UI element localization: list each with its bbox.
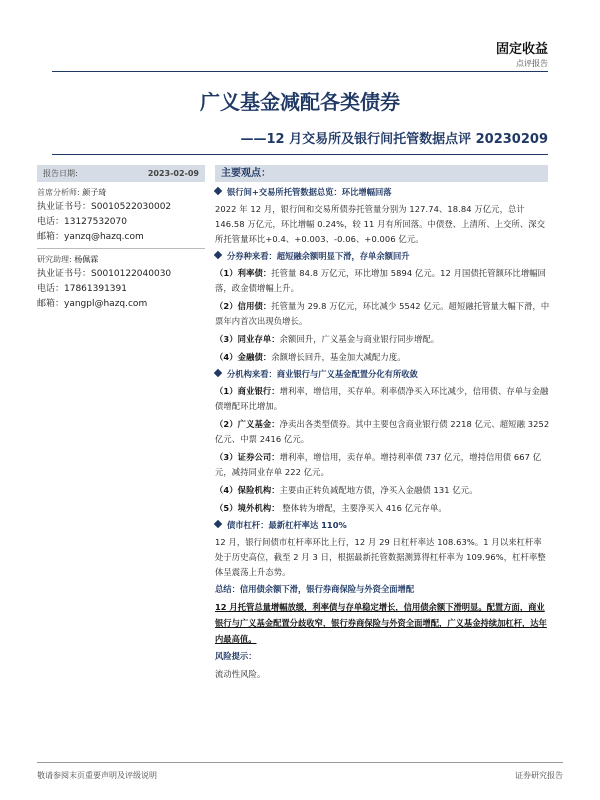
analyst-email[interactable]: 邮箱：yanzq@hazq.com <box>37 232 144 242</box>
list-item: （1）利率债：托管量 84.8 万亿元，环比增加 5894 亿元。12 月国债托管额环比增幅回落，政金债增幅上升。 <box>215 268 547 293</box>
section-leverage-body: 12 月，银行间债市杠杆率环比上行，12 月 29 日杠杆率达 108.63%。1 月以来杠杆率处于历史高位，截至 2 月 3 日，根据最新托管数据测算得杠杆率为 109.96%，杠杆率整体呈震荡上升态势。 <box>215 537 546 577</box>
analyst-cert: 执业证书号：S0010522030002 <box>37 202 172 212</box>
assistant-phone: 电话：17861391391 <box>37 284 127 294</box>
list-item: （2）广义基金：净卖出各类型债券。其中主要包含商业银行债 2218 亿元、超短融 3252 亿元、中票 2416 亿元。 <box>215 419 550 444</box>
list-item: （3）证券公司：增利率，增信用，卖存单。增持利率债 737 亿元，增持信用债 667 亿元，减持同业存单 222 亿元。 <box>215 452 542 477</box>
section-leverage-title <box>215 518 550 532</box>
section-by-type-title <box>215 249 550 263</box>
assistant-role <box>37 252 205 267</box>
report-subcategory: 点评报告 <box>516 59 548 68</box>
key-points <box>215 185 550 684</box>
section-overview-title <box>215 185 550 199</box>
footer-report-type: 证券研究报告 <box>515 771 563 780</box>
diamond-bullet-icon <box>214 369 222 377</box>
assistant-role-label: 研究助理: <box>37 255 72 264</box>
list-item: （4）金融债：余额增长回升，基金加大减配力度。 <box>215 352 406 362</box>
summary-title: 总结：信用债余额下滑，银行券商保险与外资全面增配 <box>215 584 415 594</box>
section-overview-text: 银行间+交易所托管数据总览：环比增幅回落 <box>227 187 392 197</box>
list-item: （2）信用债：托管量为 29.8 万亿元，环比减少 5542 亿元。超短融托管量大幅下滑，中票年内首次出现负增长。 <box>215 301 550 326</box>
assistant-email[interactable]: 邮箱：yangpl@hazq.com <box>37 299 148 309</box>
diamond-bullet-icon <box>214 187 222 195</box>
list-item: （3）同业存单：余额回升，广义基金与商业银行同步增配。 <box>215 334 440 344</box>
risk-label: 风险提示： <box>215 651 257 661</box>
section-overview-body: 2022 年 12 月，银行间和交易所债券托管量分别为 127.74、18.84 万亿元，总计 146.58 万亿元，环比增幅 0.24%，较 11 月有所回落。中债登、上清所、上交所、深交所托管量环比+0.4、+0.003、-0.06、+0.006 亿元。 <box>215 204 546 244</box>
header-divider <box>52 71 548 72</box>
report-category: 固定收益 <box>495 42 548 57</box>
footer-divider <box>37 762 563 763</box>
analyst-role <box>37 185 205 200</box>
report-date-bar <box>37 165 205 182</box>
diamond-bullet-icon <box>214 251 222 259</box>
risk-text: 流动性风险。 <box>215 669 266 679</box>
analyst-role-label: 首席分析师: <box>37 188 80 197</box>
section-by-institution-title <box>215 367 550 381</box>
summary-body: 12 月托管总量增幅放缓，利率债与存单稳定增长，信用债余额下滑明显。配置方面，商业银行与广义基金配置分歧收窄，银行券商保险与外资全面增配，广义基金持续加杠杆，达年内最高值。 <box>215 602 547 644</box>
list-item: （4）保险机构：主要由正转负减配地方债，净买入金融债 131 亿元。 <box>215 485 478 495</box>
footer-disclaimer: 敬请参阅末页重要声明及评级说明 <box>37 771 157 780</box>
section-by-institution-text: 分机构来看：商业银行与广义基金配置分化有所收敛 <box>227 369 418 379</box>
diamond-bullet-icon <box>214 520 222 528</box>
analyst-name: 颜子琦 <box>82 188 107 197</box>
report-date-label: 报告日期: <box>43 169 78 178</box>
list-item: （1）商业银行：增利率，增信用，买存单。利率债净买入环比减少，信用债、存单与金融债增配环比增加。 <box>215 386 549 411</box>
section-by-type-text: 分券种来看：超短融余额明显下滑，存单余额回升 <box>227 251 410 261</box>
sidebar <box>37 165 205 312</box>
page-subtitle: ——12 月交易所及银行间托管数据点评 20230209 <box>240 132 548 147</box>
page-title: 广义基金减配各类债券 <box>200 90 400 114</box>
section-leverage-text: 债市杠杆：最新杠杆率达 110% <box>227 520 347 530</box>
list-item: （5）境外机构： 整体转为增配，主要净买入 416 亿元存单。 <box>215 503 447 513</box>
assistant-cert: 执业证书号：S0010122040030 <box>37 269 172 279</box>
assistant-name: 杨佩霖 <box>74 255 99 264</box>
key-points-header: 主要观点： <box>215 165 548 182</box>
report-date: 2023-02-09 <box>147 169 199 178</box>
analyst-phone: 电话：13127532070 <box>37 217 127 227</box>
sidebar-divider <box>37 248 205 249</box>
title-divider <box>52 154 548 155</box>
